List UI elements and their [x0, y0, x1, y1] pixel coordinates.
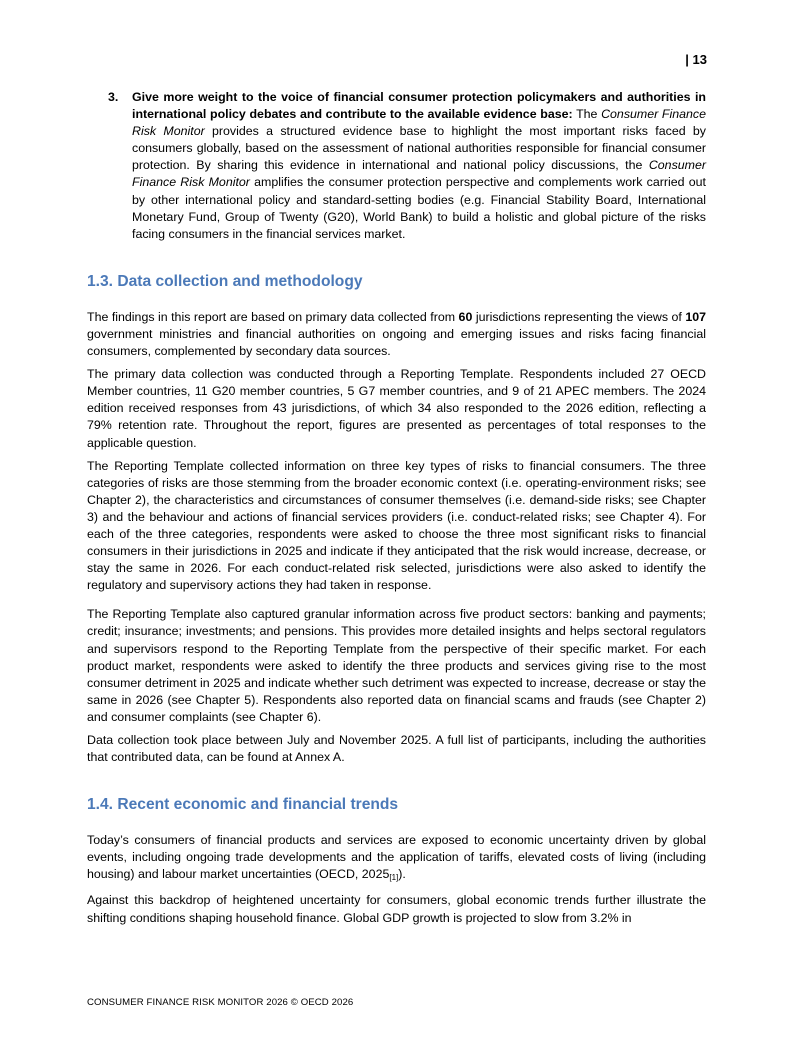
paragraph: The primary data collection was conducted through a Reporting Template. Respondents included 27 OECD Member countries, 11 G20 member countries, 5 G7 member countries, and 9 of 21 APEC members. The 2024 edition received responses from 43 jurisdictions, of which 34 also responded to the 2026 edition, reflecting a 79% retention rate. Throughout the report, figures are presented as percentages of total responses to the applicable question.	[87, 367, 706, 450]
list-item-text: provides a structured evidence base to highlight the most important risks faced by consumers globally, based on the assessment of national authorities responsible for financial consumer protection. By sharing this evidence in international and national policy discussions, the	[132, 124, 706, 173]
paragraph: The Reporting Template collected information on three key types of risks to financial consumers. The three categories of risks are those stemming from the broader economic context (i.e. operating-environment risks; see Chapter 2), the characteristics and circumstances of consumer themselves (i.e. demand-side risks; see Chapter 3) and the behaviour and actions of financial services providers (i.e. conduct-related risks; see Chapter 4). For each of the three categories, respondents were asked to choose the three most significant risks to financial consumers in their jurisdictions in 2025 and indicate if they anticipated that the risk would increase, decrease, or stay the same in 2026. For each conduct-related risk selected, jurisdictions were also asked to identify the regulatory and supervisory actions they had taken in response.	[87, 458, 706, 593]
list-item-text: The	[572, 107, 602, 122]
paragraph: Against this backdrop of heightened uncertainty for consumers, global economic trends further illustrate the shifting conditions shaping household finance. Global GDP growth is projected to slow from 3.2% in	[87, 893, 706, 925]
page-footer: CONSUMER FINANCE RISK MONITOR 2026 © OECD 2026	[87, 997, 354, 1008]
list-item-lead: Give more weight to the voice of financial consumer protection policymakers and authorities in international policy debates and contribute to the available evidence base:	[132, 90, 706, 122]
paragraph: Today’s consumers of financial products and services are exposed to economic uncertainty driven by global events, including ongoing trade developments and the application of tariffs, elevated costs of living (including housing) and labour market uncertainties (OECD, $2025_{[1]}$).	[87, 833, 706, 883]
section-heading: 1.3. Data collection and methodology	[87, 272, 363, 290]
section-heading: 1.4. Recent economic and financial trends	[87, 796, 399, 814]
list-item-text: amplifies the consumer protection perspective and complements work carried out by other international policy and standard-setting bodies (e.g. Financial Stability Board, International Monetary Fund, Group of Twenty (G20), World Bank) to build a holistic and global picture of the risks facing consumers in the financial services market.	[132, 175, 706, 241]
list-item	[87, 89, 706, 243]
page-body	[87, 89, 706, 927]
publication-title: Consumer Finance Risk Monitor	[132, 107, 706, 139]
list-number: 3.	[108, 90, 119, 104]
publication-title: Consumer Finance Risk Monitor	[132, 158, 706, 190]
paragraph: The findings in this report are based on primary data collected from 60 jurisdictions representing the views of 107 government ministries and financial authorities on ongoing and emerging issues and risks facing financial consumers, complemented by secondary data sources.	[87, 309, 706, 359]
page-number: | 13	[685, 52, 707, 67]
citation-reference[interactable]: [1]	[389, 873, 399, 883]
paragraph: Data collection took place between July and November 2025. A full list of participants, including the authorities that contributed data, can be found at Annex A.	[87, 733, 706, 765]
paragraph: The Reporting Template also captured granular information across five product sectors: banking and payments; credit; insurance; investments; and pensions. This provides more detailed insights and helps sectoral regulators and supervisors respond to the Reporting Template from the perspective of their specific market. For each product market, respondents were asked to identify the three products and services giving rise to the most consumer detriment in 2025 and indicate whether such detriment was expected to increase, decrease or stay the same in 2026 (see Chapter 5). Respondents also reported data on financial scams and frauds (see Chapter 2) and consumer complaints (see Chapter 6).	[87, 607, 706, 724]
